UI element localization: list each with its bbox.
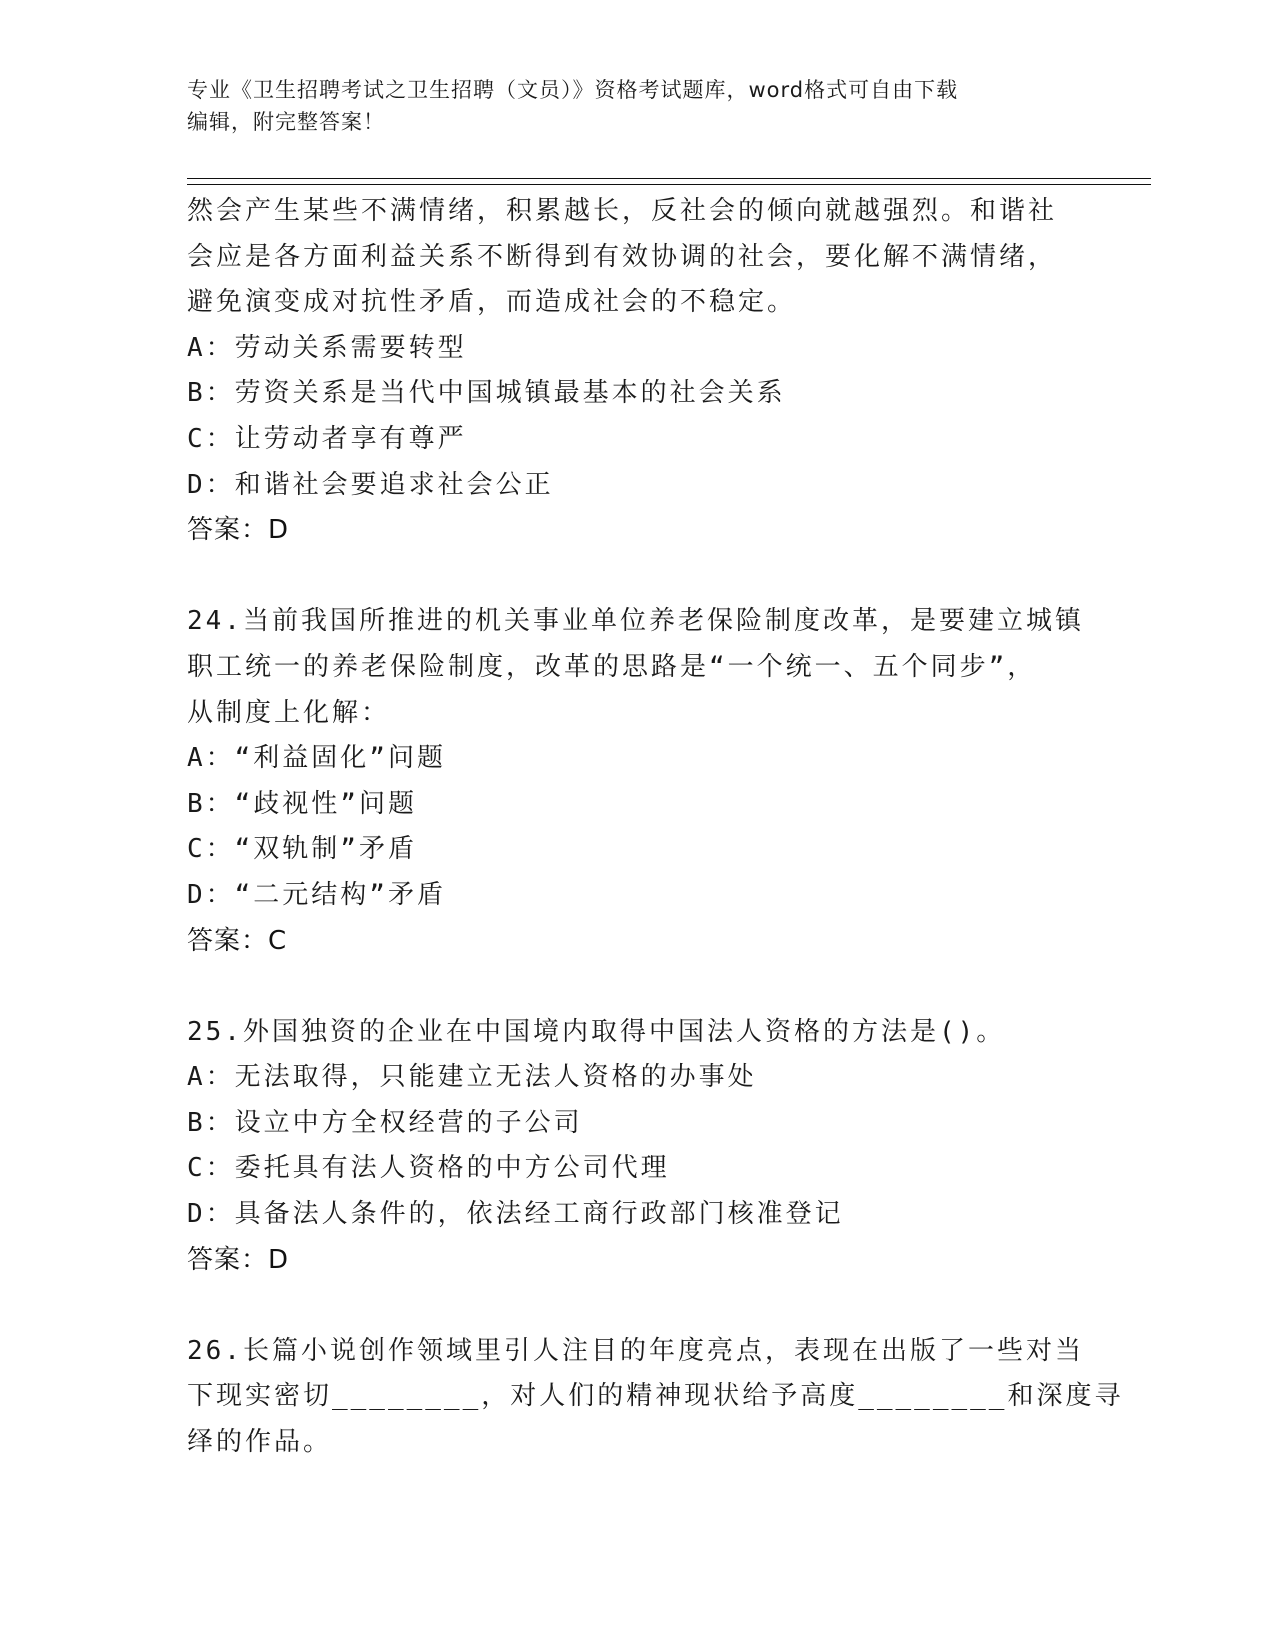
- question-stem-line: 25.外国独资的企业在中国境内取得中国法人资格的方法是()。: [187, 1016, 1006, 1047]
- option-c: C：委托具有法人资格的中方公司代理: [187, 1153, 670, 1184]
- option-d: D：具备法人条件的，依法经工商行政部门核准登记: [187, 1199, 844, 1230]
- spacer: [187, 1283, 1147, 1329]
- question-stem-line: 绎的作品。: [187, 1427, 333, 1458]
- question-stem-line: 26.长篇小说创作领域里引人注目的年度亮点，表现在出版了一些对当: [187, 1335, 1084, 1366]
- question-stem-line: 24.当前我国所推进的机关事业单位养老保险制度改革，是要建立城镇: [187, 606, 1084, 637]
- question-23: [187, 189, 1147, 554]
- option-c: C：“双轨制”矛盾: [187, 834, 417, 865]
- question-stem-line: 然会产生某些不满情绪，积累越长，反社会的倾向就越强烈。和谐社: [187, 196, 1058, 226]
- question-24: [187, 599, 1147, 964]
- header-line-2: 编辑，附完整答案！: [187, 110, 385, 134]
- question-stem-line: 会应是各方面利益关系不断得到有效协调的社会，要化解不满情绪，: [187, 241, 1058, 272]
- question-stem-line: 从制度上化解：: [187, 697, 391, 728]
- question-stem-line: 职工统一的养老保险制度，改革的思路是“一个统一、五个同步”，: [187, 651, 1037, 682]
- spacer: [187, 964, 1147, 1010]
- header-divider-top: [187, 178, 1151, 179]
- document-header: [187, 74, 1087, 138]
- option-a: A：“利益固化”问题: [187, 743, 446, 774]
- option-d: D：“二元结构”矛盾: [187, 879, 446, 910]
- question-stem-line: 下现实密切________，对人们的精神现状给予高度________和深度寻: [187, 1381, 1124, 1412]
- answer-label: 答案：D: [187, 515, 290, 546]
- header-divider-bottom: [187, 184, 1151, 185]
- answer-label: 答案：C: [187, 925, 288, 956]
- spacer: [187, 554, 1147, 600]
- question-25: [187, 1010, 1147, 1284]
- answer-label: 答案：D: [187, 1244, 290, 1275]
- option-b: B：劳资关系是当代中国城镇最基本的社会关系: [187, 378, 786, 409]
- question-26: [187, 1329, 1147, 1466]
- option-c: C：让劳动者享有尊严: [187, 423, 467, 454]
- header-line-1: 专业《卫生招聘考试之卫生招聘（文员）》资格考试题库，word格式可自由下载: [187, 78, 959, 102]
- option-d: D：和谐社会要追求社会公正: [187, 469, 554, 500]
- option-a: A：劳动关系需要转型: [187, 332, 467, 363]
- option-b: B：“歧视性”问题: [187, 788, 417, 819]
- option-b: B：设立中方全权经营的子公司: [187, 1107, 583, 1138]
- document-body: [187, 189, 1147, 1466]
- question-stem-line: 避免演变成对抗性矛盾，而造成社会的不稳定。: [187, 287, 797, 318]
- option-a: A：无法取得，只能建立无法人资格的办事处: [187, 1062, 757, 1093]
